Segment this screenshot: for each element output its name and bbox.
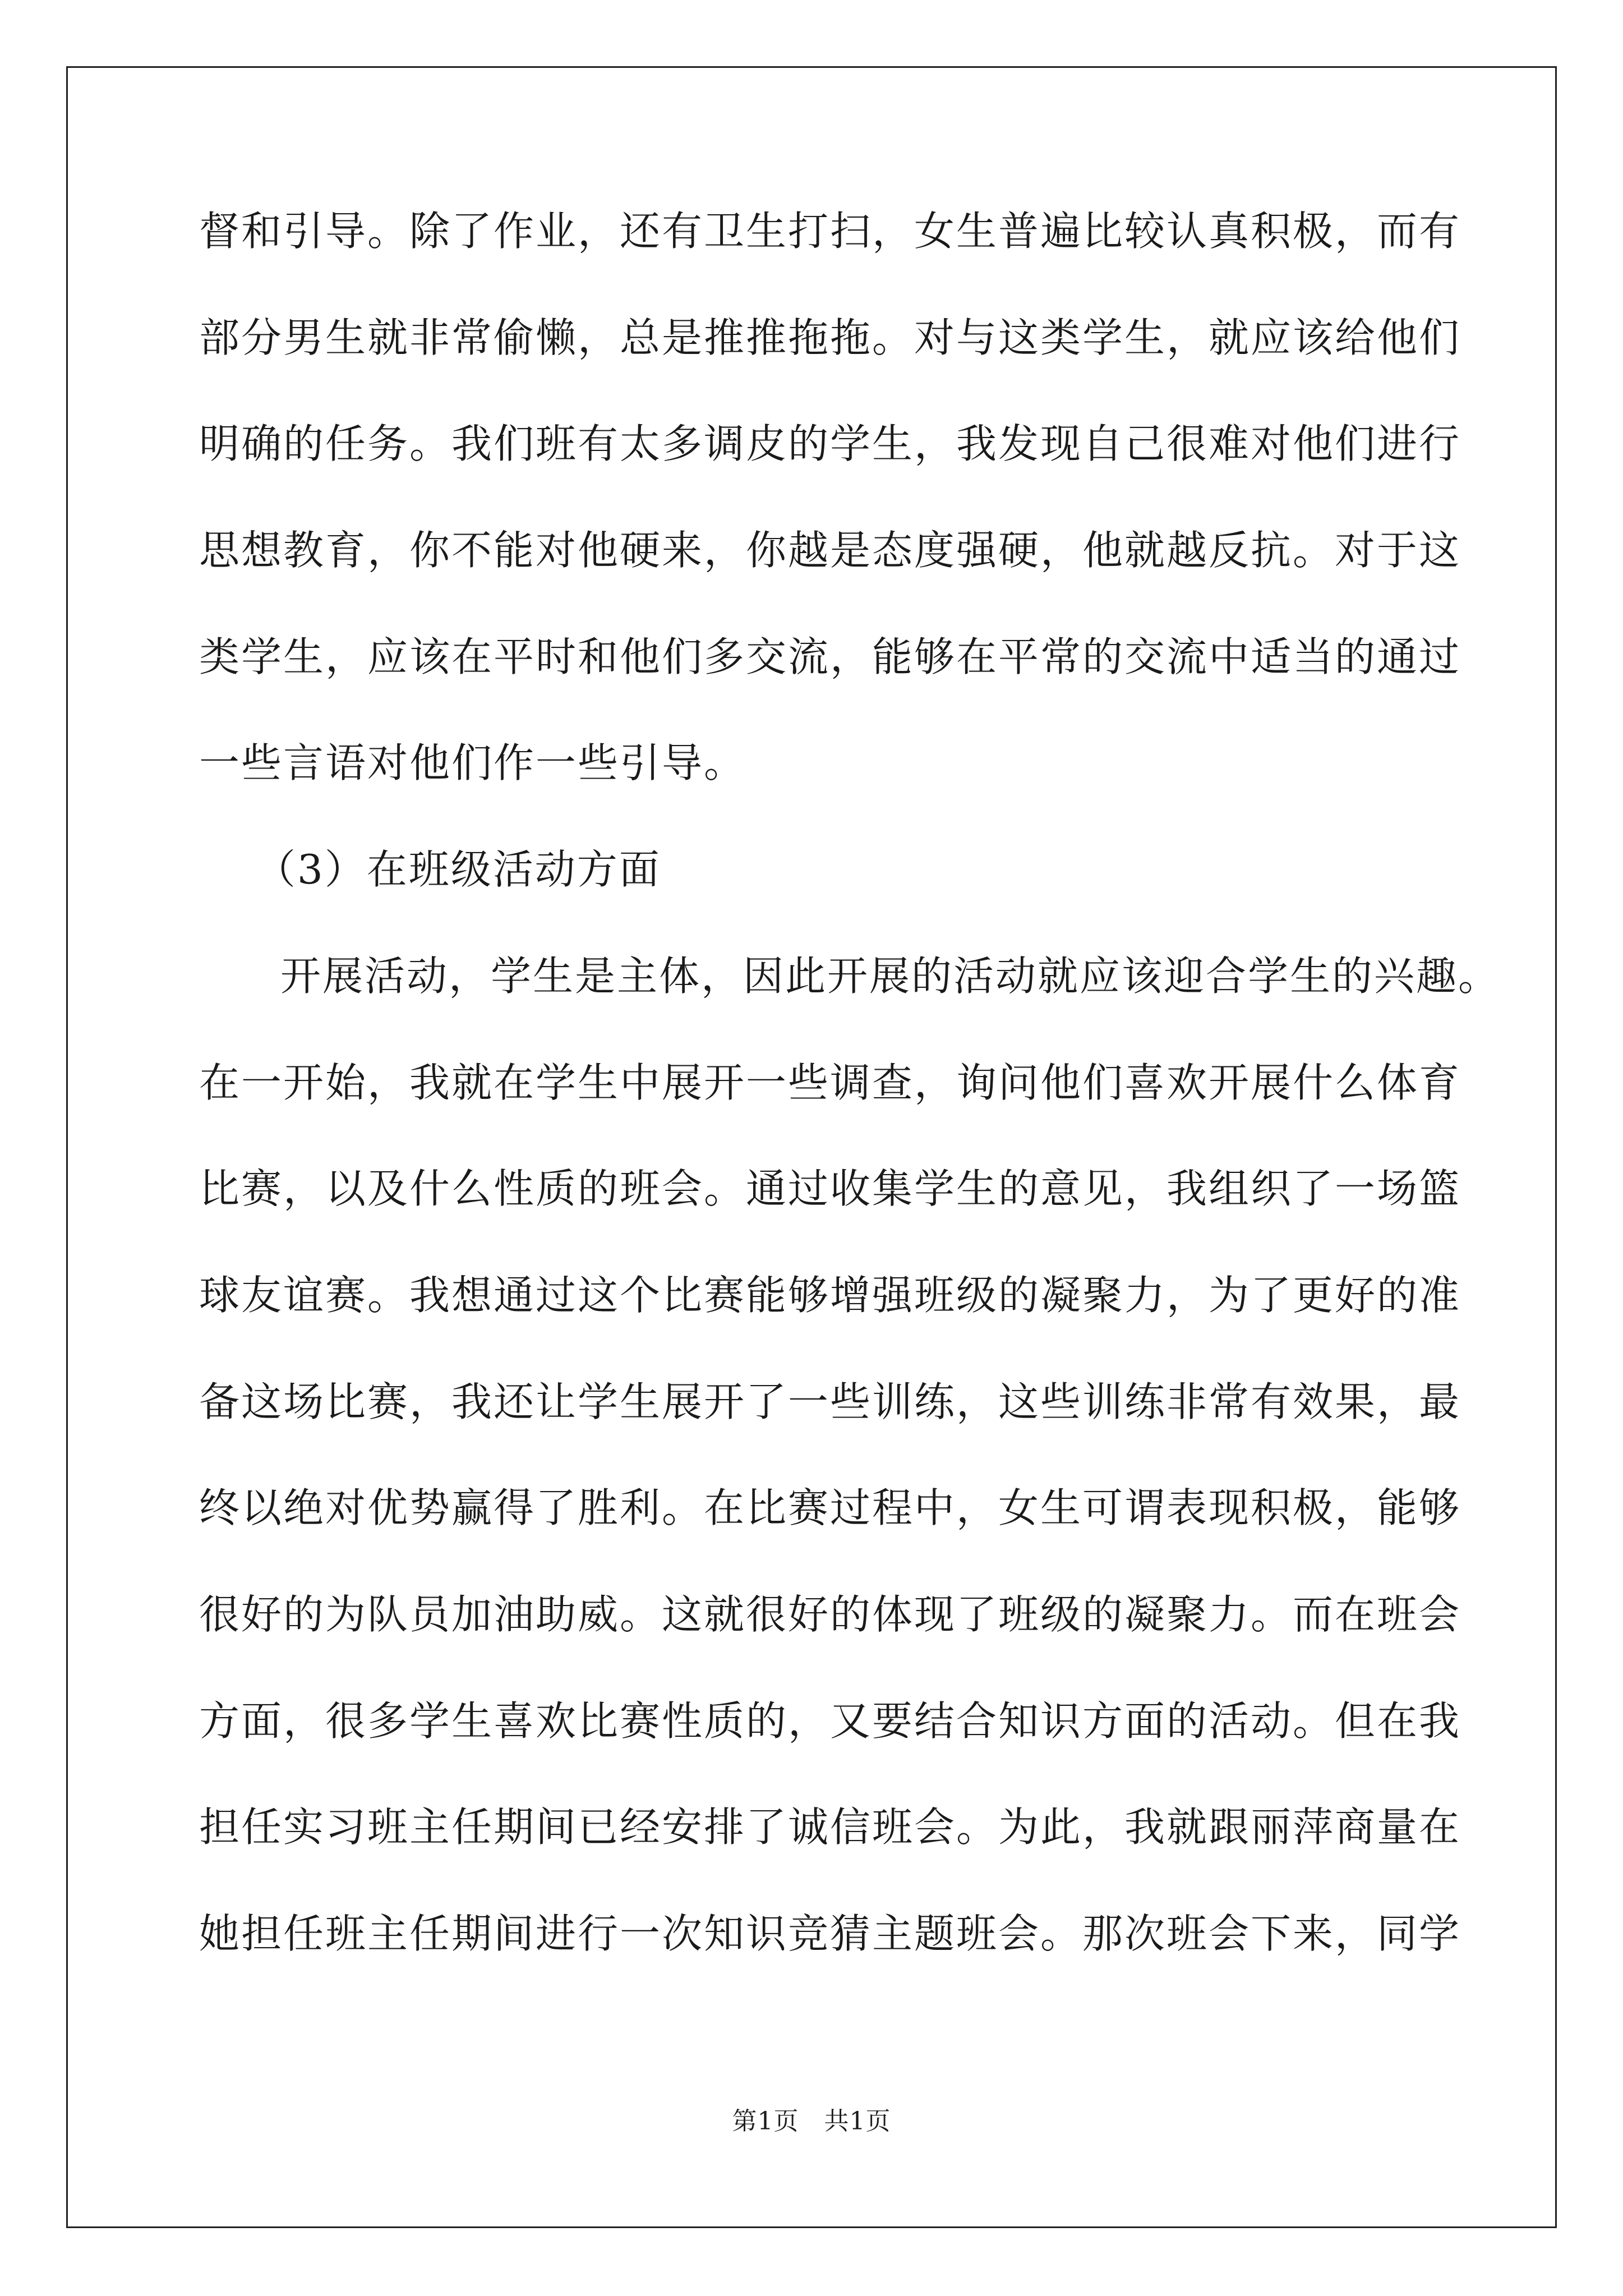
- text-line: 球友谊赛。我想通过这个比赛能够增强班级的凝聚力，为了更好的准: [199, 1271, 1461, 1319]
- text-line: 担任实习班主任期间已经安排了诚信班会。为此，我就跟丽萍商量在: [199, 1803, 1461, 1851]
- text-line: 督和引导。除了作业，还有卫生打扫，女生普遍比较认真积极，而有: [199, 208, 1461, 255]
- section-heading: （3）在班级活动方面: [255, 846, 661, 894]
- text-line: 开展活动，学生是主体，因此开展的活动就应该迎合学生的兴趣。: [280, 952, 1501, 1000]
- text-line: 她担任班主任期间进行一次知识竞猜主题班会。那次班会下来，同学: [199, 1910, 1461, 1957]
- document-body: [199, 203, 1501, 2012]
- text-line: 方面，很多学生喜欢比赛性质的，又要结合知识方面的活动。但在我: [199, 1697, 1461, 1745]
- text-line: 类学生，应该在平时和他们多交流，能够在平常的交流中适当的通过: [199, 633, 1461, 680]
- text-line: 思想教育，你不能对他硬来，你越是态度强硬，他就越反抗。对于这: [199, 527, 1461, 574]
- text-line: 终以绝对优势赢得了胜利。在比赛过程中，女生可谓表现积极，能够: [199, 1484, 1461, 1532]
- text-line: 比赛，以及什么性质的班会。通过收集学生的意见，我组织了一场篮: [199, 1165, 1461, 1213]
- text-line: 备这场比赛，我还让学生展开了一些训练，这些训练非常有效果，最: [199, 1378, 1461, 1425]
- text-line: 明确的任务。我们班有太多调皮的学生，我发现自己很难对他们进行: [199, 420, 1461, 468]
- text-line: 很好的为队员加油助威。这就很好的体现了班级的凝聚力。而在班会: [199, 1590, 1461, 1638]
- text-line: 在一开始，我就在学生中展开一些调查，询问他们喜欢开展什么体育: [199, 1059, 1461, 1106]
- text-line: 部分男生就非常偷懒，总是推推拖拖。对与这类学生，就应该给他们: [199, 314, 1461, 361]
- text-line: 一些言语对他们作一些引导。: [199, 739, 746, 787]
- page-number-footer: 第1页 共1页: [732, 2107, 891, 2136]
